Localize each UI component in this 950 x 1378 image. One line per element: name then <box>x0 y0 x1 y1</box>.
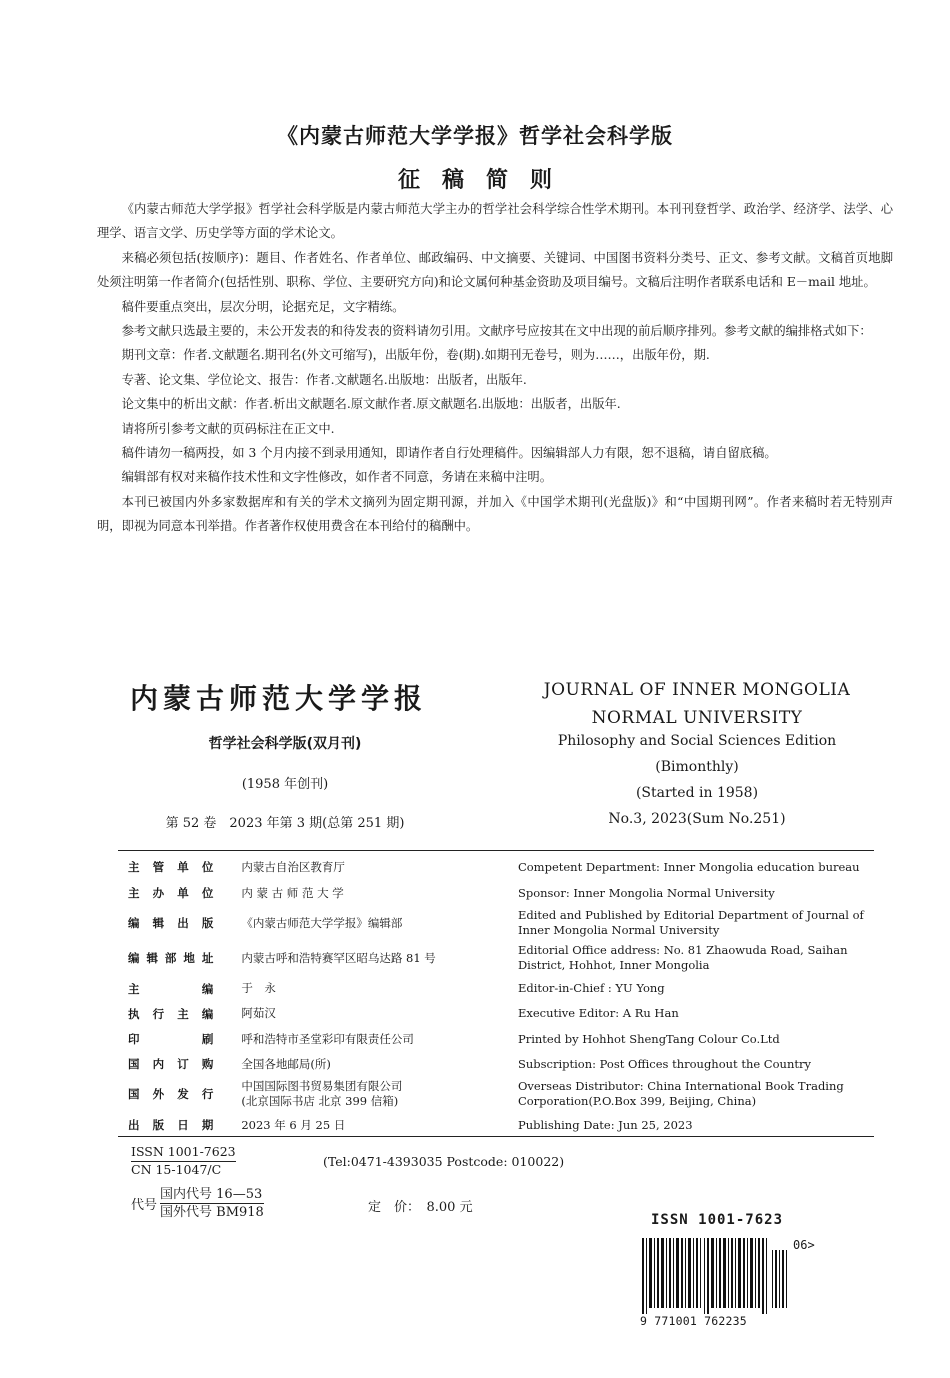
info-row <box>118 1112 874 1138</box>
notice-subtitle: 征稿简则 <box>397 168 574 193</box>
info-table <box>118 854 874 1138</box>
info-label: 主办单位 <box>128 886 214 900</box>
info-value: 于 永 <box>241 981 276 995</box>
notice-paragraph: 稿件请勿一稿两投，如 3 个月内接不到录用通知，即请作者自行处理稿件。因编辑部人力有限，恕不退稿，请自留底稿。 <box>121 446 777 461</box>
journal-en-issue: No.3, 2023(Sum No.251) <box>608 811 786 827</box>
notice-paragraph: 论文集中的析出文献：作者.析出文献题名.原文献作者.原文献题名.出版地：出版者，出版年. <box>121 397 621 412</box>
info-value: 中国国际图书贸易集团有限公司 (北京国际书店 北京 399 信箱) <box>241 1079 403 1108</box>
info-en: Publishing Date: Jun 25, 2023 <box>517 1117 693 1132</box>
notice-paragraph: 请将所引参考文献的页码标注在正文中. <box>121 421 335 436</box>
journal-cn-founded: (1958 年创刊) <box>241 777 329 792</box>
info-row <box>118 854 874 880</box>
foreign-code: 国外代号 BM918 <box>160 1205 264 1220</box>
journal-en-started: (Started in 1958) <box>635 785 759 801</box>
info-row <box>118 976 874 1001</box>
info-value: 内蒙古自治区教育厅 <box>241 859 345 874</box>
info-en: Sponsor: Inner Mongolia Normal University <box>517 885 775 900</box>
info-label: 编辑部地址 <box>128 951 214 965</box>
issn-cn-block <box>131 1144 236 1178</box>
info-en: Overseas Distributor: China International Book Trading Corporation(P.O.Box 399, Beijing, China) <box>517 1079 844 1108</box>
info-value: 2023 年 6 月 25 日 <box>241 1117 346 1132</box>
notice-paragraph: 期刊文章：作者.文献题名.期刊名(外文可缩写)，出版年份，卷(期).如期刊无卷号，则为……，出版年份，期. <box>121 348 710 363</box>
info-row <box>118 1076 874 1112</box>
info-en: Competent Department: Inner Mongolia education bureau <box>517 859 860 874</box>
info-value: 呼和浩特市圣堂彩印有限责任公司 <box>241 1031 414 1046</box>
info-label: 主管单位 <box>128 860 214 874</box>
info-row <box>118 1001 874 1026</box>
info-en: Subscription: Post Offices throughout the Country <box>517 1056 811 1071</box>
info-row <box>118 1052 874 1076</box>
info-row <box>118 880 874 906</box>
distribution-codes <box>131 1186 264 1221</box>
info-value: 全国各地邮局(所) <box>241 1056 331 1071</box>
journal-cn-name: 内蒙古师范大学学报 <box>130 682 428 715</box>
info-label: 出版日期 <box>128 1118 214 1132</box>
info-en: Edited and Published by Editorial Department of Journal of Inner Mongolia Normal University <box>517 908 864 937</box>
notice-paragraph: 来稿必须包括(按顺序)：题目、作者姓名、作者单位、邮政编码、中文摘要、关键词、中国图书资料分类号、正文、参考文献。文稿首页地脚处须注明第一作者简介(包括性别、职称、学位、主要研究方向)和论文属何种基金资助及项目编号。文稿后注明作者联系电话和 E－mail 地址。 <box>97 250 893 290</box>
notice-paragraph: 本刊已被国内外多家数据库和有关的学术文摘列为固定期刊源，并加入《中国学术期刊(光盘版)》和“中国期刊网”。作者来稿时若无特别声明，即视为同意本刊举措。作者著作权使用费含在本刊给付的稿酬中。 <box>97 494 893 534</box>
info-bottom-rule <box>118 1136 874 1137</box>
info-value: 《内蒙古师范大学学报》编辑部 <box>241 915 403 930</box>
info-label: 编辑出版 <box>128 916 214 930</box>
info-value: 内蒙古呼和浩特赛罕区昭乌达路 81 号 <box>241 950 436 965</box>
info-top-rule <box>118 850 874 851</box>
info-label: 执行主编 <box>128 1006 214 1021</box>
info-en: Printed by Hohhot ShengTang Colour Co.Ltd <box>517 1031 780 1046</box>
info-label: 国外发行 <box>128 1087 214 1101</box>
domestic-code: 国内代号 16—53 <box>160 1187 263 1202</box>
notice-paragraph: 专著、论文集、学位论文、报告：作者.文献题名.出版地：出版者，出版年. <box>121 372 527 387</box>
issn-number: ISSN 1001-7623 <box>131 1144 236 1162</box>
journal-en-edition: Philosophy and Social Sciences Edition <box>557 733 837 749</box>
info-row <box>118 906 874 940</box>
journal-cn-issue: 第 52 卷 2023 年第 3 期(总第 251 期) <box>165 816 405 831</box>
journal-en-frequency: (Bimonthly) <box>655 759 739 775</box>
barcode-addon: 06> <box>793 1238 815 1252</box>
info-label: 印刷 <box>128 1032 214 1046</box>
info-label: 主编 <box>128 981 214 996</box>
info-row <box>118 1026 874 1052</box>
journal-en-name-line2: NORMAL UNIVERSITY <box>591 708 803 728</box>
notice-paragraph: 参考文献只选最主要的，未公开发表的和待发表的资料请勿引用。文献序号应按其在文中出现的前后顺序排列。参考文献的编排格式如下： <box>121 324 872 339</box>
info-en: Editor-in-Chief : YU Yong <box>517 981 665 995</box>
info-value: 内 蒙 古 师 范 大 学 <box>241 885 344 900</box>
barcode-icon <box>640 1238 790 1314</box>
price: 定 价： 8.00 元 <box>368 1200 473 1215</box>
barcode-digits: 9 771001 762235 <box>640 1314 747 1328</box>
tel-postcode: (Tel:0471-4393035 Postcode: 010022) <box>323 1154 565 1169</box>
info-en: Executive Editor: A Ru Han <box>517 1006 679 1020</box>
notice-body <box>97 197 893 539</box>
info-en: Editorial Office address: No. 81 Zhaowuda Road, Saihan District, Hohhot, Inner Mongolia <box>517 943 848 972</box>
notice-paragraph: 编辑部有权对来稿作技术性和文字性修改，如作者不同意，务请在来稿中注明。 <box>121 470 552 485</box>
info-value: 阿茹汉 <box>241 1006 276 1020</box>
code-label: 代号 <box>131 1198 158 1213</box>
notice-paragraph: 《内蒙古师范大学学报》哲学社会科学版是内蒙古师范大学主办的哲学社会科学综合性学术期刊。本刊刊登哲学、政治学、经济学、法学、心理学、语言文学、历史学等方面的学术论文。 <box>97 202 893 241</box>
notice-title: 《内蒙古师范大学学报》哲学社会科学版 <box>277 124 673 148</box>
info-label: 国内订购 <box>128 1057 214 1071</box>
barcode-issn: ISSN 1001-7623 <box>651 1212 784 1228</box>
journal-en-name-line1: JOURNAL OF INNER MONGOLIA <box>543 680 851 700</box>
journal-cn-edition: 哲学社会科学版(双月刊) <box>208 736 362 752</box>
cn-number: CN 15-1047/C <box>131 1162 222 1177</box>
journal-en-name <box>505 676 889 732</box>
info-row <box>118 940 874 976</box>
notice-paragraph: 稿件要重点突出，层次分明，论据充足，文字精练。 <box>121 299 405 314</box>
